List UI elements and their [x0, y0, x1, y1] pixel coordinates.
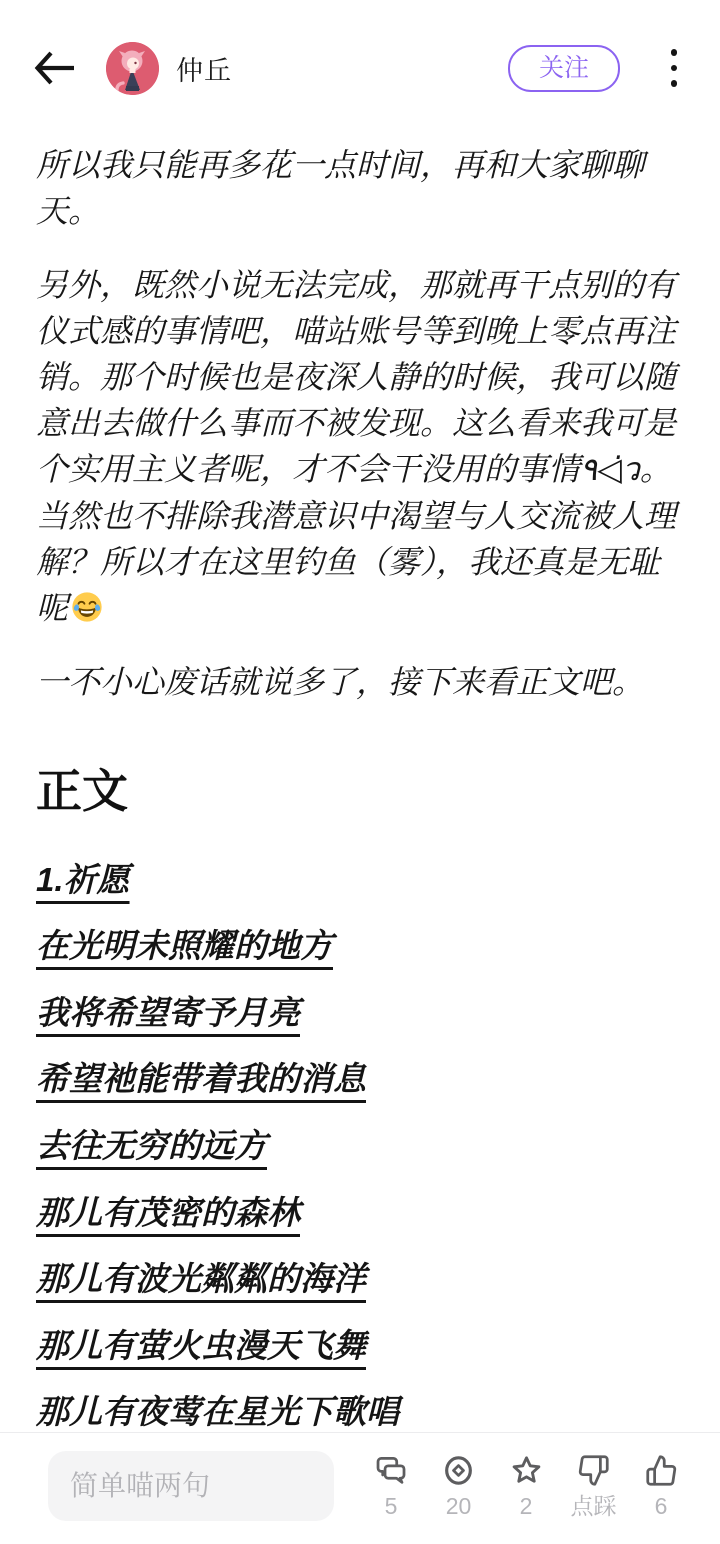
poem-line: 那儿有波光粼粼的海洋	[36, 1260, 366, 1298]
section-title: 正文	[36, 764, 128, 817]
coin-count: 20	[445, 1492, 472, 1519]
comment-input[interactable]	[48, 1451, 334, 1521]
post-paragraph	[36, 262, 684, 631]
follow-button[interactable]: 关注	[508, 45, 620, 92]
downvote-button[interactable]	[563, 1454, 625, 1518]
upvote-button[interactable]	[630, 1454, 692, 1518]
poem-line: 那儿有茂密的森林	[36, 1193, 300, 1231]
coin-button[interactable]	[428, 1454, 490, 1518]
paragraph-text: 另外，既然小说无法完成，那就再干点别的有仪式感的事情吧，喵站账号等到晚上零点再注销。那个时候也是夜深人静的时候，我可以随意出去做什么事而不被发现。这么看来我可是个实用主义者呢，才不会干没用的事情٩◁̇ว。当然也不排除我潜意识中渴望与人交流被人理解？所以才在这里钓鱼（雾），我还真是无耻呢	[36, 267, 677, 626]
comments-button[interactable]	[360, 1454, 422, 1518]
downvote-label: 点踩	[570, 1492, 617, 1519]
poem-line: 那儿有夜莺在星光下歌唱	[36, 1393, 399, 1431]
post-content	[0, 142, 720, 1435]
comment-count: 5	[384, 1492, 398, 1519]
avatar[interactable]	[106, 42, 159, 95]
poem-line: 去往无穷的远方	[36, 1126, 267, 1164]
author-username[interactable]: 仲丘	[176, 55, 232, 86]
post-paragraph: 所以我只能再多花一点时间，再和大家聊聊天。	[36, 147, 645, 230]
favorite-button[interactable]	[495, 1454, 557, 1518]
bottom-bar	[0, 1432, 720, 1544]
thumbs-down-icon	[577, 1454, 610, 1487]
action-bar	[360, 1454, 692, 1518]
comment-icon	[375, 1454, 408, 1487]
app-bar	[0, 0, 720, 100]
joy-emoji	[70, 590, 104, 624]
back-button[interactable]	[32, 46, 78, 90]
star-icon	[510, 1454, 543, 1487]
poem-line: 那儿有萤火虫漫天飞舞	[36, 1326, 366, 1364]
poem-line: 1.祈愿	[36, 860, 130, 898]
post-paragraph: 一不小心废话就说多了，接下来看正文吧。	[36, 663, 645, 700]
poem-line: 我将希望寄予月亮	[36, 993, 300, 1031]
poem-line: 在光明未照耀的地方	[36, 927, 333, 965]
upvote-count: 6	[654, 1492, 668, 1519]
more-options-button[interactable]	[654, 45, 694, 91]
back-arrow-icon	[34, 49, 76, 87]
thumbs-up-icon	[645, 1454, 678, 1487]
kebab-icon	[671, 49, 678, 87]
poem-line: 希望祂能带着我的消息	[36, 1060, 366, 1098]
avatar-image	[106, 42, 159, 95]
favorite-count: 2	[519, 1492, 533, 1519]
coin-icon	[442, 1454, 475, 1487]
